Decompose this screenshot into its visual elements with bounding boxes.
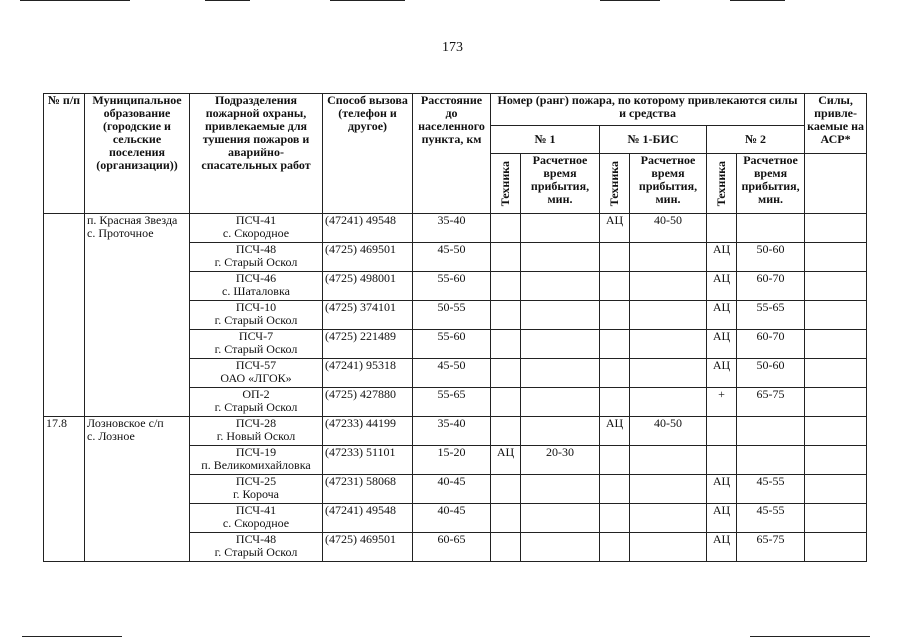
cell-arrival-1bis [630,359,707,388]
cell-tech-1bis [600,533,630,562]
cell-arrival-2: 60-70 [737,272,805,301]
cell-arrival-1bis: 40-50 [630,417,707,446]
cell-distance: 40-45 [413,504,491,533]
cell-arrival-1: 20-30 [521,446,600,475]
unit-location: г. Короча [232,487,280,501]
cell-unit [190,417,323,446]
unit-name: ПСЧ-41 [235,503,277,517]
cell-tech-1bis [600,446,630,475]
cell-arrival-1 [521,243,600,272]
unit-name: ОП-2 [242,387,270,401]
header-tech-2: Техника [714,160,728,207]
unit-name: ПСЧ-19 [235,445,277,459]
cell-arrival-1bis [630,388,707,417]
header-asr: Силы, привле-каемые на АСР* [805,94,867,154]
cell-phone: (47241) 95318 [323,359,413,388]
unit-location: г. Старый Оскол [214,545,298,559]
cell-tech-2: АЦ [707,330,737,359]
header-arrival-1bis: Расчетное время прибытия, мин. [630,154,707,214]
cell-unit [190,504,323,533]
cell-phone: (47233) 51101 [323,446,413,475]
unit-location: г. Старый Оскол [214,342,298,356]
cell-arrival-2: 45-55 [737,475,805,504]
cell-unit [190,243,323,272]
unit-name: ПСЧ-10 [235,300,277,314]
unit-location: с. Шаталовка [222,284,290,298]
unit-location: с. Скородное [222,226,290,240]
unit-location: с. Скородное [222,516,290,530]
cell-tech-2: АЦ [707,533,737,562]
unit-name: ПСЧ-48 [235,532,277,546]
cell-phone: (4725) 427880 [323,388,413,417]
municipal-name: с. Лозное [87,429,135,443]
cell-distance: 45-50 [413,359,491,388]
cell-distance: 55-60 [413,330,491,359]
cell-unit [190,214,323,243]
cell-arrival-1 [521,214,600,243]
cell-arrival-1 [521,504,600,533]
cell-arrival-2: 65-75 [737,388,805,417]
cell-asr [805,243,867,272]
unit-location: г. Старый Оскол [214,313,298,327]
cell-phone: (4725) 498001 [323,272,413,301]
cell-arrival-2 [737,214,805,243]
cell-tech-2 [707,417,737,446]
cell-tech-1 [491,214,521,243]
cell-phone: (47241) 49548 [323,214,413,243]
unit-location: ОАО «ЛГОК» [220,371,292,385]
cell-arrival-1 [521,533,600,562]
table-row [44,214,867,243]
unit-name: ПСЧ-7 [238,329,274,343]
cell-phone: (47241) 49548 [323,504,413,533]
unit-name: ПСЧ-57 [235,358,277,372]
header-num: № п/п [44,94,85,214]
cell-arrival-2: 55-65 [737,301,805,330]
cell-tech-1 [491,504,521,533]
cell-arrival-1 [521,388,600,417]
cell-unit [190,301,323,330]
cell-unit [190,330,323,359]
header-rank: Номер (ранг) пожара, по которому привлекаются силы и средства [491,94,805,126]
cell-tech-1 [491,533,521,562]
cell-arrival-2: 60-70 [737,330,805,359]
cell-tech-2: + [707,388,737,417]
cell-arrival-1bis [630,475,707,504]
header-rank-2: № 2 [707,126,805,154]
cell-asr [805,533,867,562]
unit-location: г. Новый Оскол [216,429,296,443]
cell-tech-1 [491,272,521,301]
cell-num: 17.8 [44,417,85,562]
municipal-name: п. Красная Звезда [87,213,178,227]
cell-municipal [85,417,190,562]
cell-distance: 15-20 [413,446,491,475]
cell-phone: (47233) 44199 [323,417,413,446]
cell-arrival-2: 65-75 [737,533,805,562]
header-call: Способ вызова (телефон и другое) [323,94,413,214]
cell-tech-2: АЦ [707,359,737,388]
header-municipal: Муниципальное образование (городские и сельские поселения (организации)) [85,94,190,214]
cell-arrival-1 [521,301,600,330]
unit-name: ПСЧ-46 [235,271,277,285]
cell-arrival-1 [521,272,600,301]
cell-arrival-1 [521,359,600,388]
cell-unit [190,533,323,562]
cell-unit [190,272,323,301]
unit-location: п. Великомихайловка [201,458,311,472]
fire-forces-table [43,93,867,562]
header-arrival-2: Расчетное время прибытия, мин. [737,154,805,214]
cell-tech-1 [491,388,521,417]
cell-tech-2: АЦ [707,475,737,504]
cell-arrival-1 [521,475,600,504]
cell-municipal [85,214,190,417]
cell-asr [805,446,867,475]
cell-asr [805,388,867,417]
cell-tech-1bis: АЦ [600,214,630,243]
cell-tech-1bis [600,475,630,504]
cell-phone: (4725) 374101 [323,301,413,330]
header-tech-1: Техника [498,160,512,207]
cell-tech-2: АЦ [707,272,737,301]
cell-tech-1bis [600,272,630,301]
cell-arrival-1 [521,417,600,446]
cell-tech-1 [491,417,521,446]
cell-tech-2 [707,446,737,475]
unit-name: ПСЧ-41 [235,213,277,227]
cell-arrival-1bis [630,243,707,272]
page-number: 173 [442,40,463,55]
cell-distance: 45-50 [413,243,491,272]
header-tech-1bis: Техника [607,160,621,207]
cell-tech-1bis [600,504,630,533]
cell-asr [805,475,867,504]
cell-phone: (47231) 58068 [323,475,413,504]
cell-unit [190,475,323,504]
cell-arrival-1bis [630,533,707,562]
cell-arrival-1bis [630,446,707,475]
cell-phone: (4725) 221489 [323,330,413,359]
cell-arrival-1bis [630,272,707,301]
cell-unit [190,446,323,475]
cell-arrival-1bis [630,504,707,533]
cell-unit [190,388,323,417]
cell-phone: (4725) 469501 [323,243,413,272]
unit-location: г. Старый Оскол [214,400,298,414]
cell-arrival-2: 50-60 [737,359,805,388]
cell-tech-1bis [600,243,630,272]
header-rank-1: № 1 [491,126,600,154]
unit-name: ПСЧ-48 [235,242,277,256]
cell-tech-1 [491,330,521,359]
cell-arrival-1bis [630,301,707,330]
cell-tech-1bis [600,359,630,388]
unit-name: ПСЧ-28 [235,416,277,430]
cell-unit [190,359,323,388]
cell-tech-1bis [600,301,630,330]
cell-distance: 55-65 [413,388,491,417]
cell-distance: 35-40 [413,214,491,243]
header-distance: Расстояние до населенного пункта, км [413,94,491,214]
cell-tech-1 [491,475,521,504]
cell-distance: 60-65 [413,533,491,562]
cell-tech-1bis: АЦ [600,417,630,446]
cell-arrival-1bis: 40-50 [630,214,707,243]
cell-num [44,214,85,417]
cell-tech-1bis [600,330,630,359]
cell-tech-2: АЦ [707,301,737,330]
cell-distance: 50-55 [413,301,491,330]
header-arrival-1: Расчетное время прибытия, мин. [521,154,600,214]
unit-name: ПСЧ-25 [235,474,277,488]
cell-arrival-2: 50-60 [737,243,805,272]
cell-arrival-1bis [630,330,707,359]
cell-asr [805,330,867,359]
cell-tech-2: АЦ [707,243,737,272]
cell-arrival-2 [737,417,805,446]
cell-asr [805,272,867,301]
cell-asr [805,214,867,243]
cell-asr [805,504,867,533]
cell-arrival-2 [737,446,805,475]
cell-distance: 40-45 [413,475,491,504]
unit-location: г. Старый Оскол [214,255,298,269]
cell-tech-1 [491,301,521,330]
cell-asr [805,417,867,446]
header-units: Подразделения пожарной охраны, привлекаемые для тушения пожаров и аварийно-спасательных работ [190,94,323,214]
municipal-name: Лозновское с/п [87,416,164,430]
cell-distance: 35-40 [413,417,491,446]
cell-tech-2: АЦ [707,504,737,533]
cell-arrival-1 [521,330,600,359]
cell-asr [805,301,867,330]
cell-tech-2 [707,214,737,243]
header-rank-1bis: № 1-БИС [600,126,707,154]
cell-asr [805,359,867,388]
cell-tech-1 [491,359,521,388]
municipal-name: с. Проточное [87,226,154,240]
cell-tech-1: АЦ [491,446,521,475]
cell-distance: 55-60 [413,272,491,301]
cell-phone: (4725) 469501 [323,533,413,562]
cell-tech-1bis [600,388,630,417]
cell-tech-1 [491,243,521,272]
table-row [44,417,867,446]
cell-arrival-2: 45-55 [737,504,805,533]
